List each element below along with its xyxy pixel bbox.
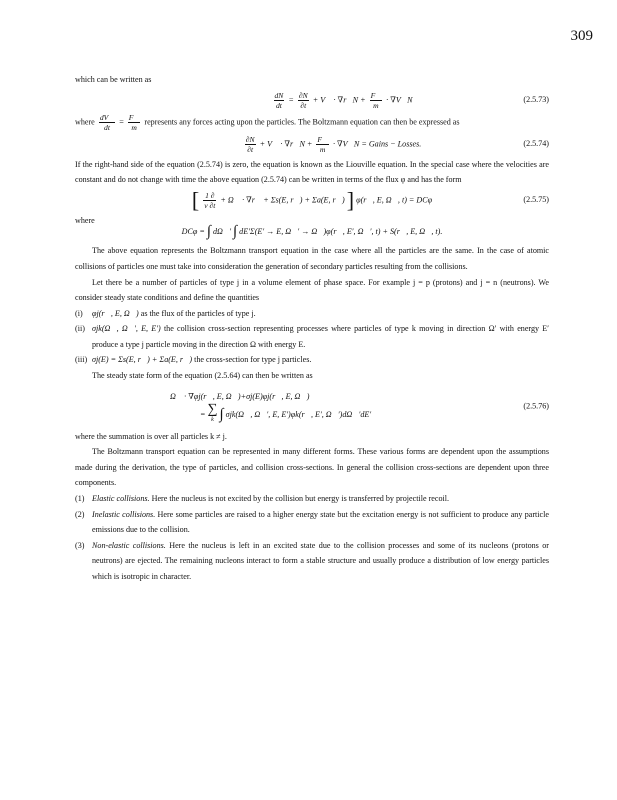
where-label: where (75, 215, 95, 225)
intro-text: which can be written as (75, 75, 152, 84)
equation-2-5-74: $\frac{\partial N}{\partial t}$ + V⃗ · ∇r⃗N + $\frac{F⃗}{m}$ · ∇V⃗N = Gains − Losses. (2.5.74) (245, 134, 549, 154)
liouville-paragraph: If the right-hand side of the equation (2.5.74) is zero, the equation is known as the Liouville equation. In the special case where the velocities are constant and do not change with time the above equation (2.5.74) can be written in terms of the flux φ and has the form (75, 159, 549, 185)
equation-number: (2.5.75) (523, 195, 549, 205)
forms-paragraph: The Boltzmann transport equation can be represented in many different forms. These various forms are dependent upon the assumptions made during the derivation, the type of particles, and collision cross-sections. In general the collision cross-sections are dependent upon three components. (75, 447, 549, 488)
definition-list-item: (ii) σjk(Ω⃗, Ω⃗′, E, E′) the collision cross-section representing processes where particles of type k moving in direction Ω′ with energy E′ produce a type j particle moving in the direction Ω with energy E. (75, 324, 550, 349)
frac-dn-dt: $\frac{dN}{dt}$ (274, 90, 284, 110)
equation-2-5-76: Ω⃗ · ∇φj(r⃗, E, Ω⃗)+σj(E)φj(r⃗, E, Ω⃗) = ∑ k ∫ σjk(Ω⃗, Ω⃗′, E, E′)φk(r⃗, E′, Ω⃗′)dΩ⃗′dE′ (2.5.76) (170, 391, 549, 423)
equation-2-5-75: [ $\frac{1 \partial}{v \partial t}$ + Ω⃗ · ∇r⃗ + Σs(E, r⃗) + Σa(E, r⃗) ] φ(r⃗, E, Ω⃗, t) = DCφ (2.5.75) (191, 187, 549, 213)
definition-list-item: (iii) σj(E) = Σs(E, r⃗) + Σa(E, r⃗) the cross-section for type j particles. (75, 355, 312, 365)
particles-paragraph: Let there be a number of particles of type j in a volume element of phase space. For example j = p (protons) and j = n (neutrons). We consider steady state conditions and define the quantities (75, 277, 549, 303)
equation-number: (2.5.73) (523, 95, 549, 105)
equation-number: (2.5.76) (523, 401, 549, 411)
collision-list-item: (2) Inelastic collisions. Here some particles are raised to a higher energy state but the excitation energy is not sufficient to produce any particle emissions due to the collision. (75, 509, 549, 535)
summation-note: where the summation is over all particles k ≠ j. (75, 431, 227, 441)
page-content (75, 72, 549, 585)
equation-2-5-73: $\frac{dN}{dt}$ = $\frac{\partial N}{\partial t}$ + V⃗ · ∇r⃗N + $\frac{F⃗}{m}$ · ∇V⃗N (2.5.73) (274, 90, 549, 110)
equation-dc-phi: DCφ = ∫ dΩ⃗′ ∫ dE′Σ(E′ → E, Ω⃗′ → Ω⃗)φ(r⃗, E′, Ω⃗′, t) + S(r⃗, E, Ω⃗, t). (181, 223, 443, 240)
frac-partial-n-t: $\frac{\partial N}{\partial t}$ (298, 90, 308, 110)
transport-paragraph: The above equation represents the Boltzmann transport equation in the case where all the particles are the same. In the case of atomic collisions of particles one must take into consideration the generation of secondary particles resulting from the collisions. (75, 246, 549, 271)
frac-f-m: $\frac{F⃗}{m}$ (370, 90, 382, 110)
definition-list-item: (i) φj(r⃗, E, Ω⃗) as the flux of the particles of type j. (75, 308, 256, 318)
steady-state-paragraph: The steady state form of the equation (2.5.64) can then be written as (92, 371, 313, 381)
collision-list-item: (1) Elastic collisions. Here the nucleus is not excited by the collision but energy is transferred by projectile recoil. (75, 494, 450, 504)
page-number: 309 (570, 28, 593, 44)
collision-list-item: (3) Non-elastic collisions. Here the nucleus is left in an excited state due to the collision processes and some of its nucleons (protons or neutrons) are ejected. The remaining nucleons interact to form a stable structure and usually produce a distribution of low energy particles which is isotropic in character. (75, 540, 549, 581)
where-force-paragraph: where $\frac{dV⃗}{dt}$ = $\frac{F⃗}{m}$ represents any forces acting upon the particles. The Boltzmann equation can then be expressed as (75, 112, 460, 132)
equation-number: (2.5.74) (523, 139, 549, 149)
